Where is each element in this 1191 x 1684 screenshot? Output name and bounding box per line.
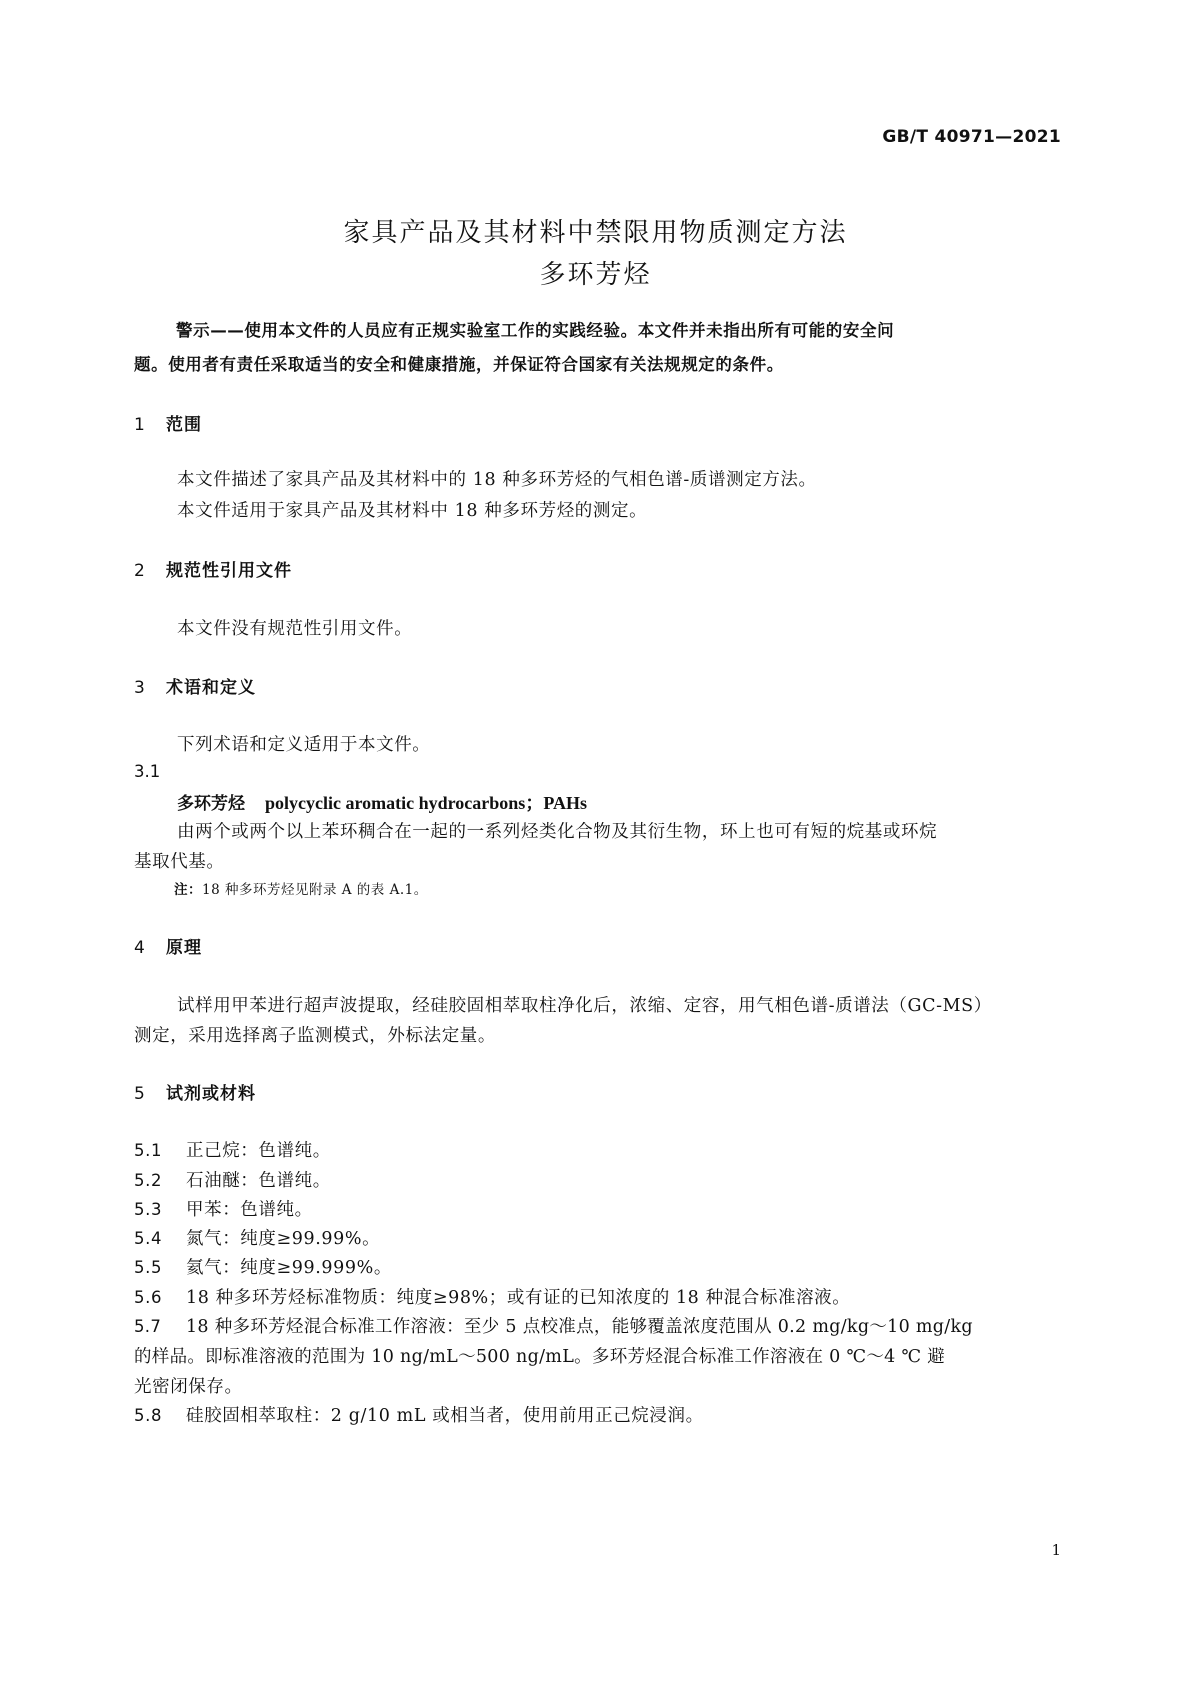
item-text: 甲苯：色谱纯。 [186,1200,313,1220]
safety-warning [134,314,1064,382]
item-number: 5.6 [134,1288,163,1307]
section-title: 原理 [166,938,202,958]
item-number: 5.8 [134,1406,163,1425]
page-number: 1 [1051,1541,1061,1559]
note-label: 注： [174,882,202,898]
definition-line: 由两个或两个以上苯环稠合在一起的一系列烃类化合物及其衍生物，环上也可有短的烷基或环烷 [177,822,938,842]
term-entry [177,789,587,815]
paragraph: 本文件没有规范性引用文件。 [177,619,413,639]
list-item [134,1167,331,1192]
section-title: 术语和定义 [166,678,256,698]
paragraph: 本文件适用于家具产品及其材料中 18 种多环芳烃的测定。 [177,501,648,521]
term-chinese: 多环芳烃 [177,794,245,814]
paragraph: 下列术语和定义适用于本文件。 [177,735,431,755]
note [174,878,428,898]
item-number: 5.4 [134,1229,163,1248]
section-1-heading [134,410,202,435]
list-item [134,1313,973,1338]
section-2-heading [134,556,292,581]
item-text: 正己烷：色谱纯。 [186,1141,331,1161]
item-number: 5.1 [134,1141,163,1160]
term-english: polycyclic aromatic hydrocarbons；PAHs [265,793,587,813]
standard-code: GB/T 40971—2021 [882,127,1061,147]
item-number: 5.2 [134,1171,163,1190]
item-number: 5.7 [134,1317,162,1336]
item-text: 石油醚：色谱纯。 [186,1171,331,1191]
subclause-number: 3.1 [134,762,161,781]
section-number: 5 [134,1084,146,1104]
section-number: 3 [134,678,146,698]
document-subtitle: 多环芳烃 [539,260,652,290]
warning-line-2: 题。使用者有责任采取适当的安全和健康措施，并保证符合国家有关法规规定的条件。 [134,355,784,374]
section-title: 范围 [166,415,202,435]
list-item [134,1225,380,1250]
item-text: 氦气：纯度≥99.999%。 [186,1258,392,1278]
item-number: 5.3 [134,1200,163,1219]
item-text: 硅胶固相萃取柱：2 g/10 mL 或相当者，使用前用正己烷浸润。 [186,1406,704,1426]
section-5-heading [134,1079,256,1104]
list-item [134,1254,392,1279]
section-title: 试剂或材料 [166,1084,256,1104]
list-item [134,1196,313,1221]
item-text: 18 种多环芳烃混合标准工作溶液：至少 5 点校准点，能够覆盖浓度范围从 0.2 mg/kg～10 mg/kg [186,1317,973,1337]
item-text: 18 种多环芳烃标准物质：纯度≥98%；或有证的已知浓度的 18 种混合标准溶液。 [186,1288,851,1308]
section-title: 规范性引用文件 [166,561,292,581]
section-number: 1 [134,415,146,435]
item-number: 5.5 [134,1258,163,1277]
warning-line-1: 警示——使用本文件的人员应有正规实验室工作的实践经验。本文件并未指出所有可能的安全问 [176,321,895,340]
list-item-continuation: 光密闭保存。 [134,1377,243,1397]
document-title: 家具产品及其材料中禁限用物质测定方法 [343,218,848,248]
definition-line: 基取代基。 [134,852,225,872]
paragraph: 本文件描述了家具产品及其材料中的 18 种多环芳烃的气相色谱-质谱测定方法。 [177,470,817,490]
list-item [134,1284,850,1309]
section-4-heading [134,933,202,958]
paragraph-line: 试样用甲苯进行超声波提取，经硅胶固相萃取柱净化后，浓缩、定容，用气相色谱-质谱法（GC-MS） [177,996,992,1016]
list-item-continuation: 的样品。即标准溶液的范围为 10 ng/mL～500 ng/mL。多环芳烃混合标准工作溶液在 0 ℃～4 ℃ 避 [134,1347,945,1367]
paragraph-line: 测定，采用选择离子监测模式，外标法定量。 [134,1026,496,1046]
section-number: 2 [134,561,146,581]
list-item [134,1402,704,1427]
note-text: 18 种多环芳烃见附录 A 的表 A.1。 [202,882,428,898]
section-3-heading [134,673,256,698]
item-text: 氮气：纯度≥99.99%。 [186,1229,381,1249]
section-number: 4 [134,938,146,958]
list-item [134,1137,331,1162]
